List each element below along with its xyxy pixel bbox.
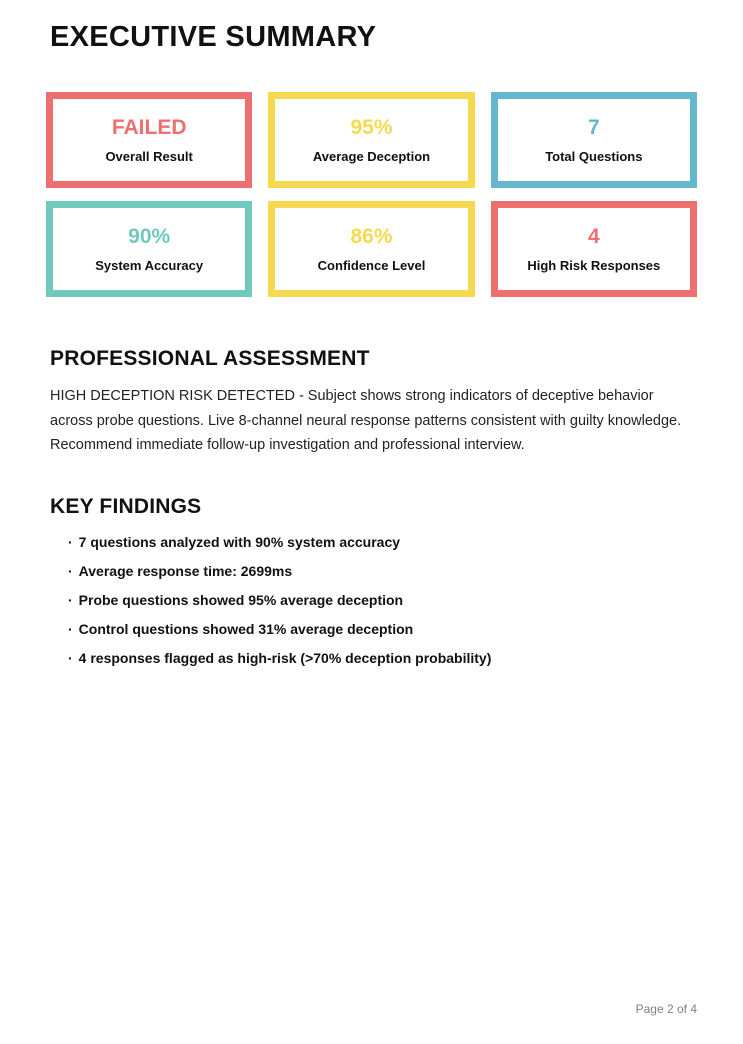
stat-cards-grid [46,92,697,297]
stat-value: 4 [587,225,600,248]
finding-item [68,563,697,579]
stat-value: 95% [350,116,393,139]
key-findings-list [68,534,697,666]
page-title: EXECUTIVE SUMMARY [50,21,377,53]
bullet-glyph: · [68,562,73,579]
assessment-body-text: HIGH DECEPTION RISK DETECTED - Subject shows strong indicators of deceptive behavior across probe questions. Live 8-channel neural response patterns consistent with guilty knowledge. Recommend immediate follow-up investigation and professional interview. [50,388,682,453]
stat-value: 90% [128,225,171,248]
finding-item [68,592,697,608]
stat-value: 86% [350,225,393,248]
bullet-glyph: · [68,533,73,550]
stat-label: Overall Result [105,149,193,164]
finding-text: 4 responses flagged as high-risk (>70% deception probability) [78,649,492,666]
stat-card-average-deception [268,92,474,188]
page-number: Page 2 of 4 [635,1002,697,1016]
finding-text: Probe questions showed 95% average deception [78,591,404,608]
stat-card-high-risk-responses [491,201,697,297]
bullet-glyph: · [68,649,73,666]
finding-text: Average response time: 2699ms [78,562,293,579]
stat-label: High Risk Responses [527,258,661,273]
stat-card-overall-result [46,92,252,188]
stat-card-total-questions [491,92,697,188]
stat-value: FAILED [111,116,187,139]
finding-text: Control questions showed 31% average deception [78,620,414,637]
stat-label: Average Deception [312,149,431,164]
assessment-heading: PROFESSIONAL ASSESSMENT [50,347,370,370]
finding-text: 7 questions analyzed with 90% system accuracy [78,533,401,550]
finding-item [68,621,697,637]
stat-value: 7 [587,116,600,139]
key-findings-heading: KEY FINDINGS [50,494,202,518]
stat-label: System Accuracy [95,258,204,273]
stat-label: Confidence Level [317,258,426,273]
stat-card-confidence-level [268,201,474,297]
finding-item [68,534,697,550]
bullet-glyph: · [68,591,73,608]
bullet-glyph: · [68,620,73,637]
stat-card-system-accuracy [46,201,252,297]
stat-label: Total Questions [545,149,643,164]
finding-item [68,650,697,666]
